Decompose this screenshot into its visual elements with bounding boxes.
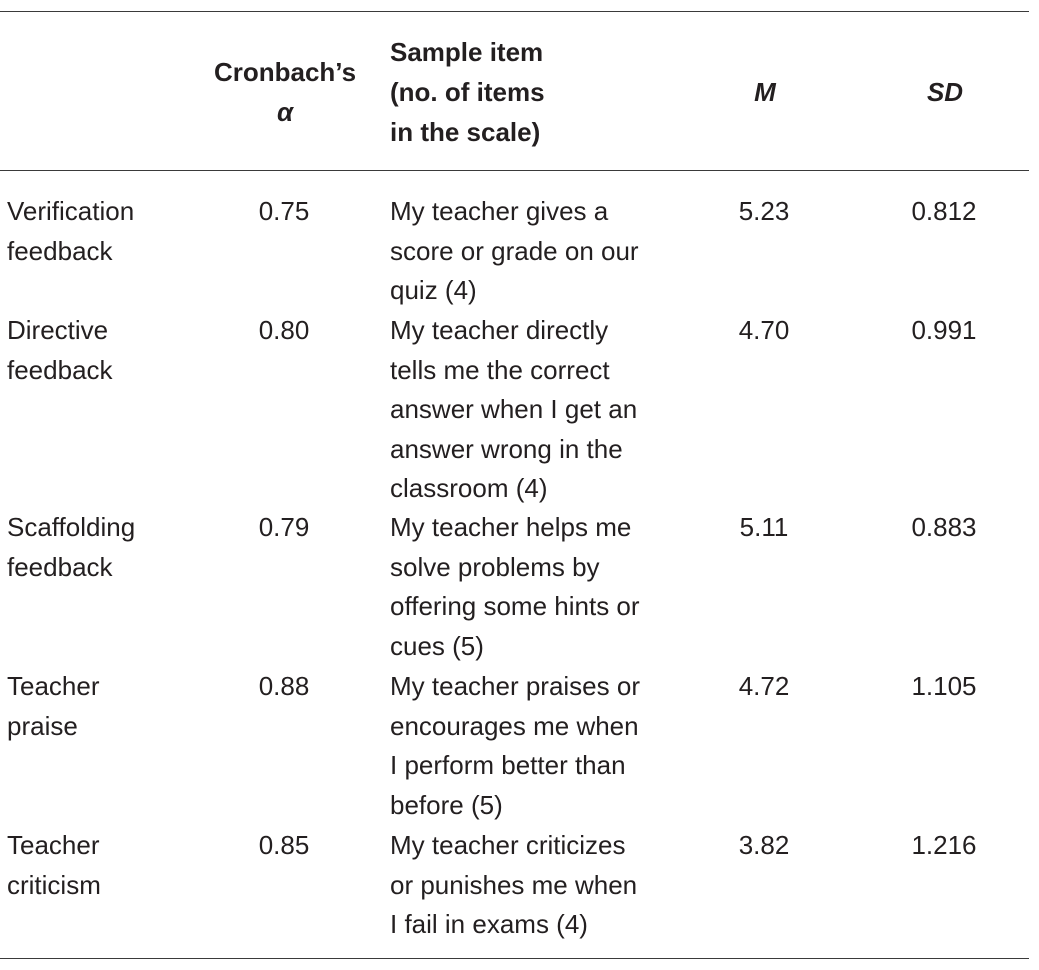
header-mean: M — [754, 77, 776, 107]
sample-item-line: My teacher criticizes — [390, 830, 626, 860]
sample-item-line: My teacher helps me — [390, 512, 632, 542]
sd-cell: 1.216 — [911, 830, 977, 860]
scale-name-line2: criticism — [7, 869, 101, 900]
scale-name-line1: Teacher — [7, 671, 100, 701]
sample-item-line: solve problems by — [390, 551, 600, 582]
sample-item-line: cues (5) — [390, 630, 484, 661]
scale-name-line1: Verification — [7, 196, 135, 226]
top-rule — [0, 11, 1029, 12]
header-sd: SD — [926, 77, 964, 107]
alpha-cell: 0.80 — [258, 315, 310, 345]
sample-item-line: I fail in exams (4) — [390, 909, 588, 939]
sample-item-line: I perform better than — [390, 750, 626, 780]
header-alpha-line1: Cronbach’s — [213, 57, 357, 87]
sample-item-cell — [390, 508, 680, 666]
sample-item-cell — [390, 192, 680, 311]
sample-item-cell — [390, 826, 680, 945]
mean-cell: 5.11 — [739, 512, 789, 542]
scale-name-cell — [7, 192, 187, 271]
sample-item-line: My teacher praises or — [390, 671, 640, 701]
sample-item-line: quiz (4) — [390, 275, 477, 305]
scale-name-line1: Scaffolding — [7, 512, 136, 542]
sample-item-line: answer wrong in the — [390, 433, 623, 464]
scale-name-cell — [7, 508, 187, 587]
header-cronbach-alpha — [200, 52, 370, 132]
sd-cell: 0.812 — [911, 196, 977, 226]
sample-item-line: answer when I get an — [390, 394, 638, 424]
sample-item-line: encourages me when — [390, 710, 639, 741]
sample-item-line: My teacher gives a — [390, 196, 609, 226]
sd-cell: 0.991 — [911, 315, 977, 345]
sample-item-line: offering some hints or — [390, 591, 640, 621]
sample-item-line: My teacher directly — [390, 315, 609, 345]
header-rule — [0, 170, 1029, 171]
sample-item-cell — [390, 667, 680, 825]
scale-name-cell — [7, 667, 187, 746]
scale-name-cell — [7, 826, 187, 905]
sample-item-cell — [390, 311, 680, 509]
header-sample-line3: in the scale) — [390, 117, 541, 147]
sample-item-line: before (5) — [390, 789, 503, 820]
alpha-cell: 0.79 — [258, 512, 310, 542]
scale-name-line2: feedback — [7, 551, 113, 582]
mean-cell: 3.82 — [738, 830, 790, 860]
header-sample-item — [390, 32, 650, 152]
sample-item-line: tells me the correct — [390, 354, 610, 385]
scale-name-line2: praise — [7, 710, 78, 741]
alpha-cell: 0.85 — [258, 830, 310, 860]
scale-name-line2: feedback — [7, 354, 113, 385]
sample-item-line: classroom (4) — [390, 473, 548, 503]
alpha-cell: 0.75 — [258, 196, 310, 226]
header-alpha-symbol: α — [276, 97, 294, 127]
sample-item-line: or punishes me when — [390, 869, 638, 900]
sample-item-line: score or grade on our — [390, 235, 639, 266]
scale-name-line2: feedback — [7, 235, 113, 266]
scale-name-line1: Teacher — [7, 830, 100, 860]
mean-cell: 4.70 — [738, 315, 790, 345]
header-sample-line2: (no. of items — [390, 77, 545, 107]
scale-name-cell — [7, 311, 187, 390]
header-sample-line1: Sample item — [390, 37, 544, 67]
alpha-cell: 0.88 — [258, 671, 310, 701]
sd-cell: 1.105 — [911, 671, 977, 701]
scale-name-line1: Directive — [7, 315, 109, 345]
mean-cell: 5.23 — [738, 196, 790, 226]
bottom-rule — [0, 958, 1029, 959]
mean-cell: 4.72 — [738, 671, 790, 701]
sd-cell: 0.883 — [911, 512, 977, 542]
